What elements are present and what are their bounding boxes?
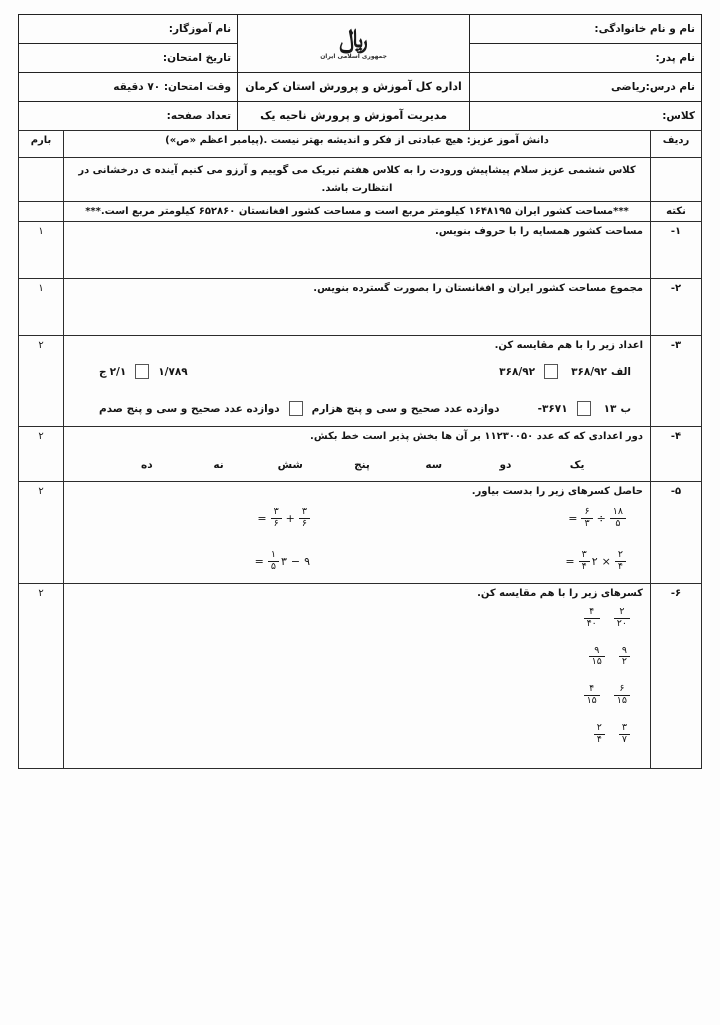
field-father-name: نام پدر: bbox=[470, 44, 702, 73]
numerator: ۴ bbox=[589, 683, 595, 695]
expr-cell-1 bbox=[357, 507, 641, 530]
numerator: ۴ bbox=[589, 605, 595, 617]
compare-label-be: ب bbox=[620, 402, 631, 415]
equals-sign: = bbox=[254, 554, 264, 568]
divisor-option-5[interactable]: پنج bbox=[354, 459, 370, 471]
pair-1-fraction-a bbox=[614, 607, 630, 630]
numerator: ۲ bbox=[596, 722, 602, 734]
fraction-2-right bbox=[271, 507, 282, 530]
pair-1-fraction-b bbox=[584, 607, 600, 630]
numerator: ۹ bbox=[621, 644, 627, 656]
org-line-2 bbox=[238, 102, 470, 131]
denominator: ۱۵ bbox=[614, 695, 630, 707]
compare-answer-box-jim[interactable] bbox=[135, 364, 149, 379]
field-student-name: نام و نام خانوادگی: bbox=[470, 15, 702, 44]
fraction-pair-2[interactable] bbox=[71, 646, 639, 669]
denominator: ۳ bbox=[581, 518, 592, 530]
table-header-row bbox=[19, 131, 702, 158]
question-6-body[interactable] bbox=[64, 583, 651, 768]
question-6-score: ۲ bbox=[19, 583, 64, 768]
fraction-2-left bbox=[299, 507, 310, 530]
fraction-pair-1[interactable] bbox=[71, 607, 639, 630]
question-1-score: ۱ bbox=[19, 222, 64, 279]
denominator: ۴ bbox=[594, 734, 605, 746]
question-5-number: ۵- bbox=[651, 482, 702, 584]
field-subject: نام درس:ریاضی bbox=[470, 73, 702, 102]
equals-sign: = bbox=[568, 511, 578, 525]
fraction-4-right bbox=[268, 550, 279, 573]
numerator: ۹ bbox=[594, 644, 600, 656]
field-page-count: تعداد صفحه: bbox=[19, 102, 238, 131]
denominator: ۵ bbox=[610, 518, 626, 530]
expr-cell-4 bbox=[73, 550, 357, 573]
question-3-compare-line-2 bbox=[71, 401, 643, 416]
question-2-score: ۱ bbox=[19, 279, 64, 336]
numerator: ۱۸ bbox=[612, 506, 623, 517]
note-score bbox=[19, 202, 64, 222]
whole-number-3: ۲ bbox=[591, 554, 598, 568]
denominator: ۴ bbox=[579, 561, 590, 573]
denominator: ۱۵ bbox=[584, 695, 600, 707]
table-row bbox=[19, 336, 702, 427]
table-row bbox=[19, 427, 702, 482]
question-5-row-2 bbox=[71, 550, 643, 573]
compare-group-words bbox=[71, 401, 500, 416]
compare-label-alef: الف bbox=[610, 365, 631, 378]
compare-value-alef-2: ۳۶۸/۹۲ bbox=[499, 365, 536, 378]
pair-3-fraction-b bbox=[584, 684, 600, 707]
divisor-option-2[interactable]: دو bbox=[499, 459, 512, 471]
table-row bbox=[19, 583, 702, 768]
compare-value-jim-2: ۲/۱ bbox=[109, 365, 127, 378]
compare-label-jim: ج bbox=[99, 365, 107, 378]
divisor-option-10[interactable]: ده bbox=[141, 459, 153, 471]
whole-number-4: ۳ bbox=[280, 554, 287, 568]
question-4-score: ۲ bbox=[19, 427, 64, 482]
denominator: ۲۰ bbox=[614, 618, 630, 630]
fraction-3-left bbox=[615, 550, 626, 573]
banner-row-number bbox=[651, 158, 702, 202]
field-class: کلاس: bbox=[470, 102, 702, 131]
numerator: ۲ bbox=[619, 605, 625, 617]
divisor-option-9[interactable]: نه bbox=[213, 459, 224, 471]
question-2-number: ۲- bbox=[651, 279, 702, 336]
numerator: ۳ bbox=[581, 548, 587, 560]
question-2-body[interactable] bbox=[64, 279, 651, 336]
expression-1 bbox=[565, 507, 641, 530]
denominator: ۱۵ bbox=[589, 656, 605, 668]
expression-2 bbox=[254, 507, 357, 530]
expression-4 bbox=[252, 550, 357, 573]
org-name-province: اداره کل آموزش و پرورش استان کرمان bbox=[245, 79, 462, 93]
field-teacher-name: نام آموزگار: bbox=[19, 15, 238, 44]
question-6-pairs bbox=[71, 607, 643, 746]
note-label: نکته bbox=[651, 202, 702, 222]
question-3-body[interactable] bbox=[64, 336, 651, 427]
pair-4-fraction-b bbox=[594, 723, 605, 746]
compare-value-alef-1: ۳۶۸/۹۲ bbox=[571, 365, 607, 378]
exam-header bbox=[18, 14, 702, 131]
numerator: ۶ bbox=[619, 683, 625, 695]
question-4-text: دور اعدادی که که عدد ۱۱۲۳۰۰۵۰ بر آن ها بخش پذیر است خط بکش. bbox=[310, 431, 643, 442]
question-2-text: مجموع مساحت کشور ایران و افغانستان را بصورت گسترده بنویس. bbox=[313, 283, 643, 294]
numerator: ۱ bbox=[270, 548, 276, 560]
compare-group-be bbox=[538, 401, 643, 416]
field-exam-time: وقت امتحان: ۷۰ دقیقه bbox=[19, 73, 238, 102]
numerator: ۳ bbox=[273, 506, 279, 517]
question-1-body[interactable] bbox=[64, 222, 651, 279]
divisor-option-3[interactable]: سه bbox=[425, 459, 443, 471]
fraction-pair-3[interactable] bbox=[71, 684, 639, 707]
numerator: ۶ bbox=[584, 506, 590, 517]
compare-value-jim-1: ۱/۷۸۹ bbox=[158, 365, 188, 378]
column-header-score: بارم bbox=[19, 131, 64, 158]
compare-group-alef bbox=[499, 364, 643, 379]
operator-divide: ÷ bbox=[596, 511, 606, 525]
fraction-pair-4[interactable] bbox=[71, 723, 639, 746]
compare-group-jim bbox=[71, 364, 188, 379]
greeting-banner: کلاس ششمی عزیز سلام پیشاپیش ورودت را به کلاس هفتم تبریک می گوییم و آرزو می کنیم آینده ی درخشانی در انتظارت باشد. bbox=[64, 158, 651, 202]
whole-number-4-first: ۹ bbox=[304, 554, 310, 568]
column-header-title: دانش آموز عزیز: هیچ عبادتی از فکر و اندیشه بهتر نیست .(پیامبر اعظم «ص») bbox=[64, 131, 651, 158]
operator-multiply: × bbox=[601, 554, 611, 568]
question-3-text: اعداد زیر را با هم مقایسه کن. bbox=[494, 340, 643, 351]
fraction-3-right bbox=[579, 550, 590, 573]
fraction-1-right bbox=[581, 507, 592, 530]
emblem-caption: جمهوری اسلامی ایران bbox=[320, 53, 387, 60]
compare-answer-box-words[interactable] bbox=[289, 401, 303, 416]
compare-answer-box-alef[interactable] bbox=[544, 364, 558, 379]
numerator: ۳ bbox=[621, 722, 627, 734]
compare-value-words-1: دوازده عدد صحیح و سی و پنج هزارم bbox=[311, 402, 500, 415]
question-table bbox=[18, 130, 702, 769]
expr-cell-2 bbox=[73, 507, 357, 530]
question-4-number: ۴- bbox=[651, 427, 702, 482]
question-3-number: ۳- bbox=[651, 336, 702, 427]
divisor-option-1[interactable]: یک bbox=[569, 459, 585, 471]
denominator: ۲ bbox=[619, 656, 630, 668]
question-3-score: ۲ bbox=[19, 336, 64, 427]
denominator: ۵ bbox=[268, 561, 279, 573]
question-3-compare-line-1 bbox=[71, 364, 643, 379]
question-1-number: ۱- bbox=[651, 222, 702, 279]
equals-sign: = bbox=[565, 554, 575, 568]
numerator: ۲ bbox=[617, 548, 623, 560]
table-row bbox=[19, 222, 702, 279]
pair-2-fraction-a bbox=[619, 646, 630, 669]
pair-3-fraction-a bbox=[614, 684, 630, 707]
fraction-1-left bbox=[610, 507, 626, 530]
table-row bbox=[19, 482, 702, 584]
compare-value-be-1: ۱۳ bbox=[603, 402, 617, 415]
question-5-text: حاصل کسرهای زیر را بدست بیاور. bbox=[471, 486, 643, 497]
compare-value-be-2: ۳۶۷۱- bbox=[537, 402, 568, 415]
denominator: ۴۰ bbox=[584, 618, 600, 630]
question-6-text: کسرهای زیر را با هم مقایسه کن. bbox=[477, 587, 643, 599]
operator-plus: + bbox=[285, 511, 295, 525]
org-name-district: مدیریت آموزش و پرورش ناحیه یک bbox=[260, 108, 448, 122]
operator-minus: − bbox=[290, 554, 301, 568]
denominator: ۶ bbox=[299, 518, 310, 530]
denominator: ۷ bbox=[619, 734, 630, 746]
expr-cell-3 bbox=[357, 550, 641, 573]
denominator: ۴ bbox=[615, 561, 626, 573]
question-1-text: مساحت کشور همسایه را با حروف بنویس. bbox=[435, 226, 643, 237]
expression-3 bbox=[562, 550, 641, 573]
question-5-body[interactable] bbox=[64, 482, 651, 584]
pair-4-fraction-a bbox=[619, 723, 630, 746]
banner-row bbox=[19, 158, 702, 202]
note-row bbox=[19, 202, 702, 222]
compare-value-words-2: دوازده عدد صحیح و سی و پنج صدم bbox=[99, 402, 280, 415]
column-header-row: ردیف bbox=[651, 131, 702, 158]
question-4-divisor-options bbox=[71, 459, 643, 471]
divisor-option-6[interactable]: شش bbox=[277, 459, 303, 471]
org-line-1 bbox=[238, 73, 470, 102]
note-text: ***مساحت کشور ایران ۱۶۴۸۱۹۵ کیلومتر مربع است و مساحت کشور افغانستان ۶۵۲۸۶۰ کیلومتر مربع است.*** bbox=[64, 202, 651, 222]
question-5-row-1 bbox=[71, 507, 643, 530]
compare-answer-box-be[interactable] bbox=[577, 401, 591, 416]
emblem-cell bbox=[238, 15, 470, 73]
field-exam-date: تاریخ امتحان: bbox=[19, 44, 238, 73]
numerator: ۳ bbox=[301, 506, 307, 517]
table-row bbox=[19, 279, 702, 336]
denominator: ۶ bbox=[271, 518, 282, 530]
iran-emblem-icon: ﷼ bbox=[339, 24, 368, 54]
question-4-body[interactable] bbox=[64, 427, 651, 482]
banner-score bbox=[19, 158, 64, 202]
equals-sign: = bbox=[257, 511, 267, 525]
pair-2-fraction-b bbox=[589, 646, 605, 669]
question-6-number: ۶- bbox=[651, 583, 702, 768]
question-5-score: ۲ bbox=[19, 482, 64, 584]
